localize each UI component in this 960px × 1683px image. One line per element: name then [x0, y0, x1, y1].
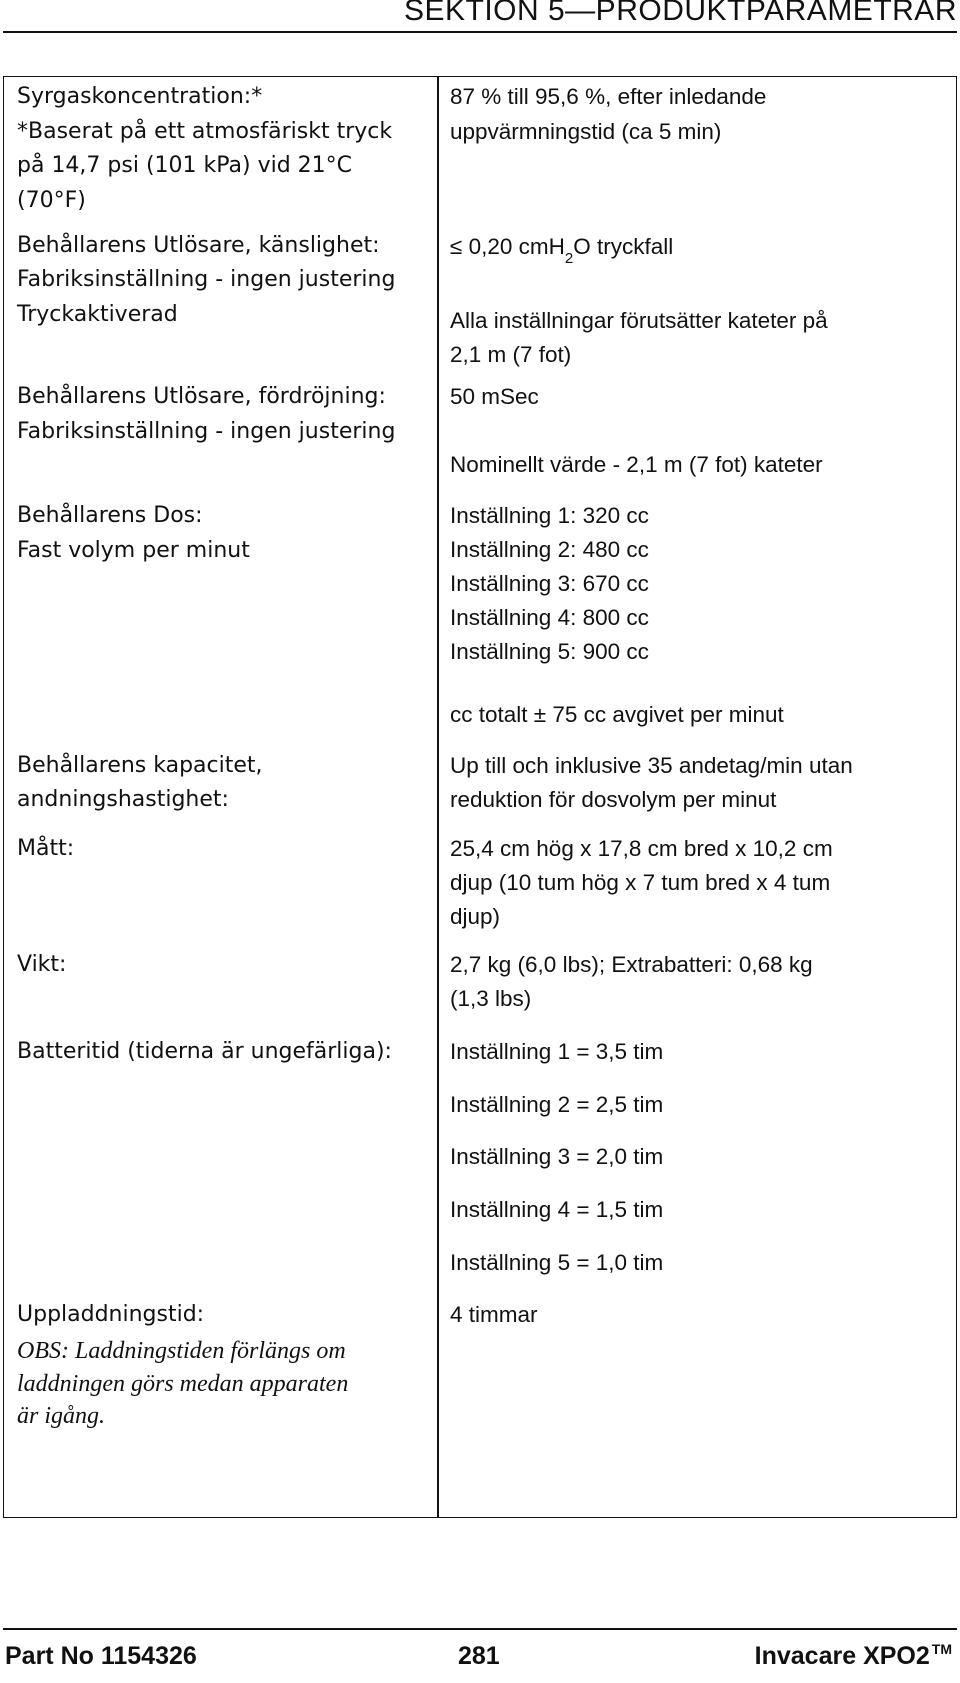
section-title: SEKTION 5—PRODUKTPARAMETRAR [403, 0, 957, 27]
trigger-delay-label: Behållarens Utlösare, fördröjning: [17, 384, 386, 409]
dimensions-value: 25,4 cm hög x 17,8 cm bred x 10,2 cm [450, 836, 833, 861]
battery-label: Batteritid (tiderna är ungefärliga): [17, 1039, 392, 1064]
oxygen-value: uppvärmningstid (ca 5 min) [450, 119, 722, 144]
trigger-sensitivity-label: Fabriksinställning - ingen justering [17, 267, 396, 292]
oxygen-footnote: på 14,7 psi (101 kPa) vid 21°C [17, 153, 353, 178]
dose-setting: Inställning 5: 900 cc [450, 639, 649, 664]
less-equal-symbol: ≤ [450, 234, 463, 259]
column-divider [437, 77, 439, 1517]
product-name [755, 1642, 952, 1671]
footer-rule [3, 1628, 957, 1630]
header-rule [3, 31, 957, 33]
recharge-note: är igång. [17, 1403, 106, 1429]
pressure-value: 0,20 cmH [462, 234, 565, 259]
weight-label: Vikt: [17, 952, 67, 977]
trigger-delay-value: 50 mSec [450, 384, 539, 409]
product-label: Invacare XPO2 [754, 1642, 930, 1670]
capacity-label: Behållarens kapacitet, [17, 753, 263, 778]
page-number: 281 [458, 1642, 500, 1670]
trigger-sensitivity-value [450, 230, 673, 268]
page-header [0, 0, 960, 34]
dose-setting: Inställning 4: 800 cc [450, 605, 649, 630]
dimensions-label: Mått: [17, 836, 75, 861]
dose-setting: Inställning 1: 320 cc [450, 503, 649, 528]
pressure-unit: O tryckfall [573, 234, 674, 259]
oxygen-value: 87 % till 95,6 %, efter inledande [450, 84, 767, 109]
oxygen-label: Syrgaskoncentration:* [17, 84, 263, 109]
spec-table [3, 76, 957, 1518]
oxygen-footnote: *Baserat på ett atmosfäriskt tryck [17, 119, 393, 144]
dimensions-value: djup (10 tum hög x 7 tum bred x 4 tum [450, 870, 831, 895]
battery-setting: Inställning 3 = 2,0 tim [450, 1144, 664, 1169]
battery-setting: Inställning 1 = 3,5 tim [450, 1039, 664, 1064]
battery-setting: Inställning 4 = 1,5 tim [450, 1197, 664, 1222]
battery-setting: Inställning 5 = 1,0 tim [450, 1250, 664, 1275]
trigger-sensitivity-note: Alla inställningar förutsätter kateter på [450, 308, 828, 333]
recharge-note: OBS: Laddningstiden förlängs om [17, 1338, 346, 1364]
part-number: Part No 1154326 [5, 1642, 197, 1670]
recharge-note: laddningen görs medan apparaten [17, 1371, 349, 1397]
trigger-delay-label: Fabriksinställning - ingen justering [17, 419, 396, 444]
weight-value: (1,3 lbs) [450, 986, 532, 1011]
battery-setting: Inställning 2 = 2,5 tim [450, 1092, 664, 1117]
capacity-value: reduktion för dosvolym per minut [450, 787, 777, 812]
subscript-2: 2 [564, 250, 574, 267]
dose-label: Fast volym per minut [17, 538, 250, 563]
trigger-sensitivity-note: 2,1 m (7 fot) [450, 342, 572, 367]
dose-setting: Inställning 3: 670 cc [450, 571, 649, 596]
capacity-value: Up till och inklusive 35 andetag/min utan [450, 753, 853, 778]
oxygen-footnote: (70°F) [17, 188, 86, 213]
capacity-label: andningshastighet: [17, 787, 229, 812]
trademark-symbol: TM [931, 1641, 952, 1657]
dose-setting: Inställning 2: 480 cc [450, 537, 649, 562]
recharge-value: 4 timmar [450, 1302, 538, 1327]
page-footer [0, 1628, 960, 1683]
dose-label: Behållarens Dos: [17, 503, 203, 528]
weight-value: 2,7 kg (6,0 lbs); Extrabatteri: 0,68 kg [450, 952, 813, 977]
dimensions-value: djup) [450, 904, 501, 929]
recharge-label: Uppladdningstid: [17, 1302, 205, 1327]
trigger-delay-note: Nominellt värde - 2,1 m (7 fot) kateter [450, 452, 823, 477]
dose-tolerance-note: cc totalt ± 75 cc avgivet per minut [450, 702, 784, 727]
trigger-sensitivity-label: Tryckaktiverad [17, 302, 178, 327]
trigger-sensitivity-label: Behållarens Utlösare, känslighet: [17, 233, 380, 258]
